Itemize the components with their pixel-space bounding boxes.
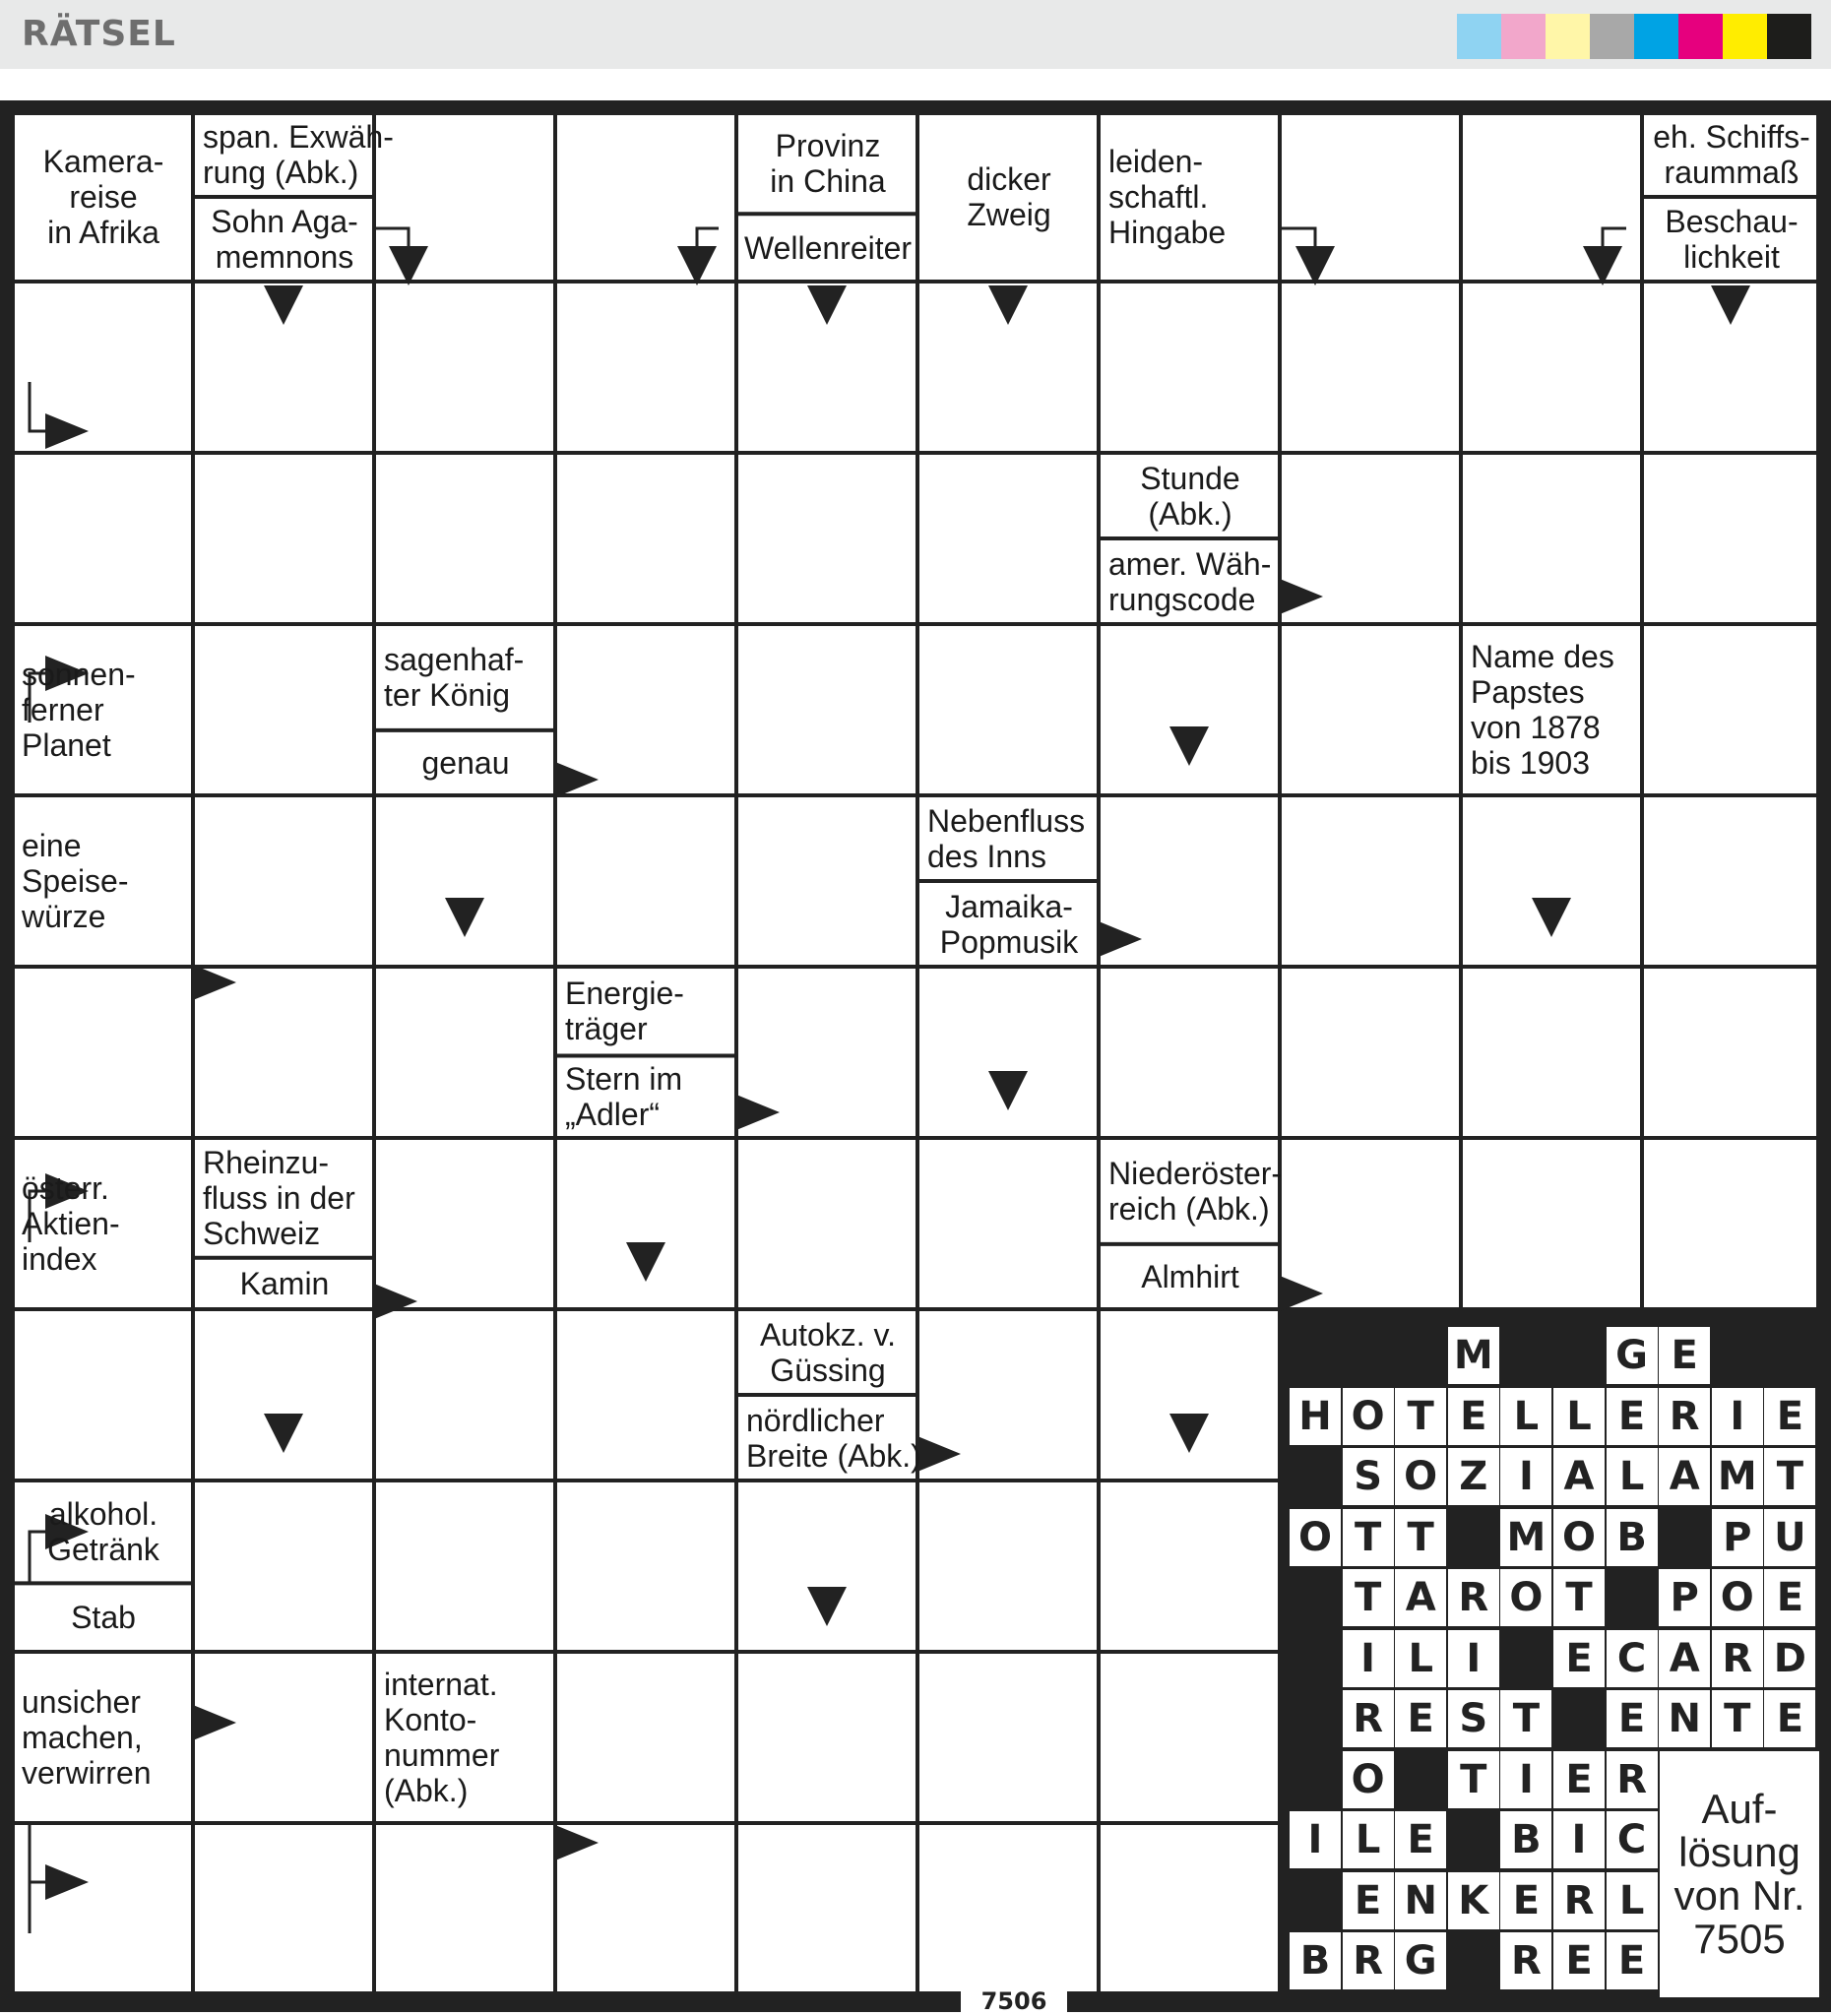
- clue-line: internat.: [384, 1667, 498, 1702]
- clue-line: Rheinzu-: [203, 1144, 330, 1180]
- clue-schiffsraummass: [1646, 115, 1817, 194]
- solution-letter: N: [1395, 1872, 1446, 1929]
- clue-kamin: [197, 1261, 372, 1306]
- solution-letter: R: [1659, 1388, 1710, 1445]
- clue-koenig: [378, 627, 553, 727]
- clue-guessing: [740, 1312, 916, 1392]
- clue-line: Kamera-: [42, 144, 164, 179]
- solution-letter: K: [1448, 1872, 1499, 1929]
- solution-letter: T: [1395, 1388, 1446, 1445]
- solution-letter: O: [1343, 1751, 1394, 1808]
- solution-letter: E: [1607, 1932, 1658, 1989]
- clue-line: reise: [69, 179, 138, 215]
- clue-line: Planet: [22, 727, 111, 763]
- solution-letter: E: [1448, 1388, 1499, 1445]
- clue-line: Kamin: [239, 1265, 330, 1301]
- clue-line: Stern im: [565, 1061, 683, 1098]
- solution-letter: O: [1395, 1448, 1446, 1505]
- solution-letter: T: [1343, 1509, 1394, 1566]
- color-swatch: [1767, 14, 1811, 59]
- clue-stunde: [1103, 456, 1278, 536]
- clue-line: träger: [565, 1011, 648, 1047]
- clue-line: lichkeit: [1683, 239, 1780, 275]
- solution-letter: R: [1712, 1630, 1763, 1687]
- solution-letter: H: [1290, 1388, 1341, 1445]
- solution-letter: O: [1712, 1569, 1763, 1626]
- clue-kontonummer: [378, 1655, 553, 1820]
- clue-line: Schweiz: [203, 1215, 321, 1251]
- solution-letter: T: [1764, 1448, 1815, 1505]
- clue-line: Papstes: [1471, 674, 1585, 710]
- clue-line: Sohn Aga-: [211, 204, 358, 239]
- solution-letter: L: [1343, 1811, 1394, 1868]
- solution-letter: L: [1607, 1448, 1658, 1505]
- clue-line: eine: [22, 828, 82, 863]
- solution-letter: T: [1395, 1509, 1446, 1566]
- clue-speisewuerze: [16, 798, 191, 964]
- clue-line: in China: [770, 162, 886, 199]
- clue-line: Hingabe: [1108, 215, 1227, 250]
- solution-letter: E: [1553, 1630, 1605, 1687]
- color-swatch: [1678, 14, 1723, 59]
- solution-letter: G: [1395, 1932, 1446, 1989]
- clue-verwirren: [16, 1655, 191, 1820]
- clue-line: in Afrika: [47, 215, 159, 250]
- clue-line: Zweig: [967, 197, 1051, 232]
- clue-line: alkohol.: [48, 1496, 158, 1533]
- solution-letter: O: [1343, 1388, 1394, 1445]
- solution-letter: L: [1500, 1388, 1551, 1445]
- solution-letter: E: [1607, 1690, 1658, 1747]
- solution-letter: E: [1607, 1388, 1658, 1445]
- solution-letter: E: [1343, 1872, 1394, 1929]
- clue-line: österr.: [22, 1170, 109, 1206]
- solution-caption: Auf- lösung von Nr. 7505: [1660, 1751, 1819, 1997]
- clue-line: Stunde: [1140, 460, 1240, 496]
- clue-planet: [16, 627, 191, 792]
- solution-letter: E: [1553, 1751, 1605, 1808]
- clue-genau: [378, 733, 553, 792]
- solution-letter: L: [1395, 1630, 1446, 1687]
- section-title: RÄTSEL: [22, 14, 176, 54]
- crossword-grid: [0, 100, 1831, 2012]
- solution-letter: N: [1659, 1690, 1710, 1747]
- clue-line: Stab: [71, 1600, 136, 1636]
- clue-line: dicker: [967, 161, 1051, 197]
- clue-niederoesterreich: [1103, 1141, 1283, 1241]
- clue-line: amer. Wäh-: [1108, 545, 1272, 582]
- solution-letter: I: [1712, 1388, 1763, 1445]
- clue-adler: [559, 1058, 734, 1135]
- solution-letter: A: [1553, 1448, 1605, 1505]
- solution-letter: I: [1290, 1811, 1341, 1868]
- solution-letter: O: [1290, 1509, 1341, 1566]
- clue-line: schaftl.: [1108, 179, 1209, 215]
- clue-exwaehrung: [197, 115, 394, 194]
- solution-letter: T: [1553, 1569, 1605, 1626]
- solution-letter: T: [1448, 1751, 1499, 1808]
- color-swatch: [1501, 14, 1546, 59]
- clue-breite: [740, 1398, 921, 1478]
- solution-letter: O: [1500, 1569, 1551, 1626]
- clue-line: Provinz: [775, 127, 881, 163]
- clue-aktienindex: [16, 1141, 191, 1306]
- solution-letter: Z: [1448, 1448, 1499, 1505]
- solution-letter: L: [1553, 1388, 1605, 1445]
- color-swatch: [1723, 14, 1767, 59]
- solution-letter: M: [1712, 1448, 1763, 1505]
- clue-line: ferner: [22, 692, 104, 727]
- color-swatch: [1457, 14, 1501, 59]
- solution-letter: C: [1607, 1630, 1658, 1687]
- clue-line: Wellenreiter: [743, 229, 913, 266]
- clue-line: memnons: [215, 239, 354, 275]
- clue-line: Breite (Abk.): [746, 1437, 921, 1474]
- clue-line: Energie-: [565, 976, 684, 1012]
- header-bar: [0, 0, 1831, 69]
- solution-letter: B: [1500, 1811, 1551, 1868]
- crossword-puzzle: [0, 100, 1831, 2012]
- clue-wellenreiter: [740, 217, 916, 279]
- solution-letter: R: [1500, 1932, 1551, 1989]
- clue-line: genau: [421, 744, 510, 781]
- solution-letter: R: [1343, 1932, 1394, 1989]
- clue-line: nördlicher: [746, 1402, 885, 1438]
- solution-letter: I: [1343, 1630, 1394, 1687]
- clue-line: Jamaika-: [945, 888, 1073, 924]
- solution-letter: R: [1553, 1872, 1605, 1929]
- solution-letter: I: [1553, 1811, 1605, 1868]
- clue-line: sagenhaf-: [384, 641, 525, 677]
- clue-sohn: [197, 200, 372, 279]
- clue-energie: [559, 970, 734, 1052]
- solution-letter: S: [1343, 1448, 1394, 1505]
- clue-rheinzufluss: [197, 1141, 372, 1255]
- solution-letter: M: [1500, 1509, 1551, 1566]
- solution-letter: O: [1553, 1509, 1605, 1566]
- clue-stab: [16, 1586, 191, 1649]
- clue-provinz: [740, 115, 916, 211]
- clue-kamerareise: [16, 115, 191, 279]
- solution-letter: E: [1764, 1569, 1815, 1626]
- clue-zweig: [921, 115, 1097, 279]
- clue-beschaulichkeit: [1646, 200, 1817, 279]
- clue-line: Name des: [1471, 639, 1614, 674]
- clue-line: reich (Abk.): [1108, 1190, 1270, 1227]
- clue-line: sonnen-: [22, 657, 136, 692]
- solution-letter: T: [1343, 1569, 1394, 1626]
- clue-getraenk: [16, 1483, 191, 1580]
- solution-letter: R: [1607, 1751, 1658, 1808]
- solution-letter: P: [1659, 1569, 1710, 1626]
- clue-waehrungscode: [1103, 541, 1278, 621]
- clue-line: (Abk.): [384, 1773, 469, 1808]
- color-swatch: [1634, 14, 1678, 59]
- clue-line: unsicher: [22, 1684, 141, 1720]
- solution-letter: E: [1553, 1932, 1605, 1989]
- clue-inn: [921, 798, 1097, 878]
- clue-line: rungscode: [1108, 581, 1256, 617]
- solution-letter: E: [1395, 1690, 1446, 1747]
- clue-hingabe: [1103, 115, 1278, 279]
- clue-line: Nebenfluss: [927, 802, 1086, 839]
- clue-papst: [1465, 627, 1640, 792]
- solution-letter: E: [1764, 1388, 1815, 1445]
- solution-letter: E: [1764, 1690, 1815, 1747]
- solution-letter: A: [1659, 1630, 1710, 1687]
- solution-letter: U: [1764, 1509, 1815, 1566]
- clue-line: des Inns: [927, 838, 1046, 874]
- clue-line: fluss in der: [203, 1179, 355, 1216]
- clue-line: machen,: [22, 1720, 143, 1755]
- clue-line: Aktien-: [22, 1206, 120, 1241]
- clue-line: bis 1903: [1471, 745, 1590, 781]
- solution-letter: M: [1448, 1327, 1499, 1384]
- solution-letter: R: [1448, 1569, 1499, 1626]
- color-calibration-strip: [1457, 14, 1811, 59]
- clue-line: Popmusik: [939, 923, 1079, 960]
- solution-letter: T: [1712, 1690, 1763, 1747]
- solution-letter: T: [1500, 1690, 1551, 1747]
- clue-line: ter König: [384, 676, 511, 713]
- solution-letter: A: [1659, 1448, 1710, 1505]
- solution-letter: B: [1290, 1932, 1341, 1989]
- clue-line: nummer: [384, 1737, 500, 1773]
- solution-letter: E: [1659, 1327, 1710, 1384]
- clue-almhirt: [1103, 1247, 1278, 1306]
- clue-line: „Adler“: [565, 1097, 661, 1133]
- color-swatch: [1590, 14, 1634, 59]
- clue-line: Speise-: [22, 863, 129, 899]
- solution-letter: A: [1395, 1569, 1446, 1626]
- solution-letter: R: [1343, 1690, 1394, 1747]
- clue-line: Beschau-: [1665, 204, 1799, 239]
- clue-line: leiden-: [1108, 144, 1204, 179]
- clue-popmusik: [921, 884, 1097, 964]
- solution-letter: D: [1764, 1630, 1815, 1687]
- solution-letter: C: [1607, 1811, 1658, 1868]
- clue-line: (Abk.): [1148, 495, 1232, 532]
- solution-letter: E: [1395, 1811, 1446, 1868]
- clue-line: Niederöster-: [1108, 1155, 1283, 1191]
- solution-letter: I: [1500, 1751, 1551, 1808]
- clue-line: index: [22, 1241, 97, 1277]
- clue-line: rung (Abk.): [203, 155, 359, 190]
- clue-line: raummaß: [1664, 155, 1799, 190]
- solution-letter: B: [1607, 1509, 1658, 1566]
- clue-line: Getränk: [47, 1532, 159, 1568]
- puzzle-number: 7506: [961, 1986, 1067, 2016]
- clue-line: span. Exwäh-: [203, 119, 394, 155]
- color-swatch: [1546, 14, 1590, 59]
- clue-line: verwirren: [22, 1755, 152, 1791]
- clue-line: Güssing: [770, 1352, 886, 1388]
- clue-line: würze: [22, 899, 106, 934]
- clue-line: Almhirt: [1141, 1258, 1239, 1294]
- solution-letter: E: [1500, 1872, 1551, 1929]
- solution-letter: I: [1500, 1448, 1551, 1505]
- solution-letter: G: [1607, 1327, 1658, 1384]
- clue-line: Autokz. v.: [759, 1316, 897, 1353]
- clue-line: von 1878: [1471, 710, 1601, 745]
- solution-letter: L: [1607, 1872, 1658, 1929]
- solution-letter: P: [1712, 1509, 1763, 1566]
- solution-letter: S: [1448, 1690, 1499, 1747]
- clue-line: eh. Schiffs-: [1653, 119, 1810, 155]
- solution-letter: I: [1448, 1630, 1499, 1687]
- clue-line: Konto-: [384, 1702, 477, 1737]
